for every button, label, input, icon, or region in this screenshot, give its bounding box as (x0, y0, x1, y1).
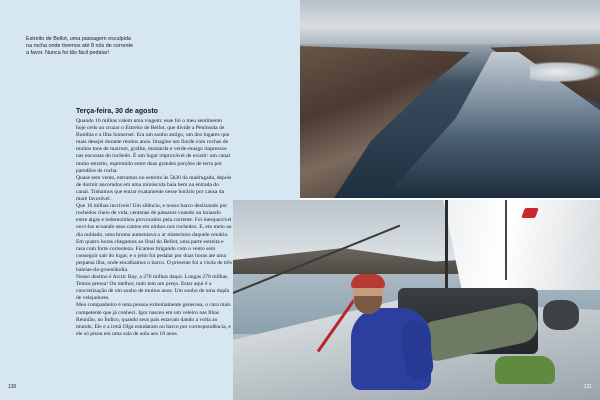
photo-caption: Estreito de Bellot, uma passagem esculpida na rocha onde tivemos até 8 nós de corrente a favor. Nunca foi tão fácil pedalar! (26, 36, 133, 56)
mast-rigging (505, 200, 507, 280)
sailor-hat (351, 274, 385, 288)
diary-paragraph: Quase sem vento, entramos no estreito às 5h30 da madrugada, depois de dormir ancorados em uma minúscula baía bem na entrada do canal. Tínhamos que entrar exatamente nesse horário por causa da maré favorável. (76, 174, 232, 203)
sailor-on-deck-photo (233, 200, 600, 400)
fjord-snow (530, 62, 600, 82)
fjord-sky (300, 0, 600, 44)
green-boot (495, 356, 555, 384)
diary-paragraph: Quando 16 milhas valem uma viagem: esse foi o meu sentimento hoje cedo ao cruzar o Estreito de Bellot, que divide a Península de Boothia e a Ilha Somerset. Era um sonho antigo, um dos lugares que mais desejei durante muitos anos. Imagine um fiorde com rochas de muitos tons de marrom, grafite, mostarda e verde-musgo impressos nas encostas do rochedo. É um lugar improvável de existir: um canal muito estreito, espremido entre duas grandes porções de terra por paredões de rocha. (76, 118, 231, 174)
page-number-right: 131 (583, 384, 592, 390)
diary-entry (76, 108, 232, 338)
fjord-aerial-photo (300, 0, 600, 198)
diary-paragraph: Meu companheiro é uma pessoa extremamente generosa, o cara mais competente que já conheci. Igor nasceu em um veleiro nas Ilhas Reunião, no Índico, quando seus pais estavam dando a volta ao mundo. Ele e a irmã Olga estudaram no barco por correspondência, e ele só pisou em uma sala de aula aos 18 anos. (76, 302, 231, 337)
diary-paragraph: Que 16 milhas incríveis! Um silêncio, e nosso barco deslizando por rochedos cheio de vida, centenas de pássaros voando ou boiando entre algas e redemoinhos provocados pela corrente. Foi inesquecível ouvi-los ecoando seus cantos em ninhos nos rochedos. E, em meio ao dia nublado, uma bruma aumentava o ar misterioso daquele cenário. (76, 203, 232, 238)
page-number-left: 130 (8, 384, 17, 390)
diary-date: Terça-feira, 30 de agosto (76, 108, 158, 115)
winch-icon (543, 300, 579, 330)
diary-paragraph: Nosso destino é Arctic Bay, a 270 milhas daqui. Longas 270 milhas. Temos pressa! Ou melhor, tudo tem um preço. Estar aqui é a concretização de um sonho de muitos anos. Um sonho de uma dupla de velejadores. (76, 274, 230, 302)
diary-body (76, 118, 232, 338)
diary-paragraph: Em quatro horas chegamos ao final do Bellot, uma parte estreita e rasa com forte correnteza. Ficamos brigando com o vento sem conseguir sair do lugar, e o jeito foi pedalar por duas horas até uma pequena ilha, onde encalhamos o barco. O presente foi a visita de três baleias-da-groenlândia. (76, 238, 232, 273)
